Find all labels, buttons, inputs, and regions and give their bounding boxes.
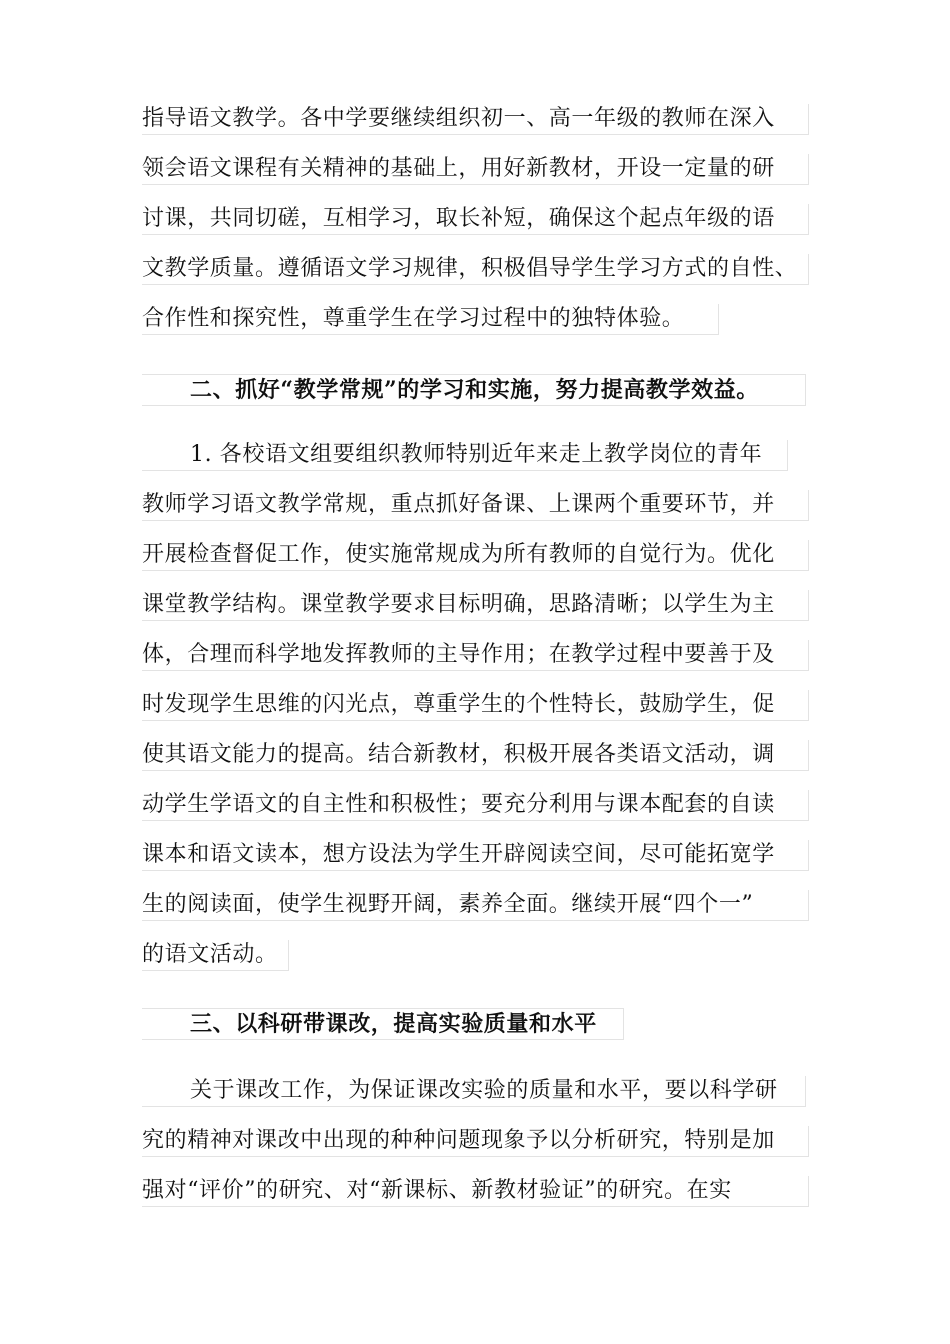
- paragraph-2-line: 使其语文能力的提高。结合新教材，积极开展各类语文活动，调: [142, 740, 809, 771]
- paragraph-2-line: 生的阅读面，使学生视野开阔，素养全面。继续开展“四个一”: [142, 890, 809, 921]
- paragraph-2-line: 1. 各校语文组要组织教师特别近年来走上教学岗位的青年: [142, 440, 788, 471]
- paragraph-1-line: 领会语文课程有关精神的基础上，用好新教材，开设一定量的研: [142, 154, 809, 185]
- section-heading-3: 三、以科研带课改，提高实验质量和水平: [142, 1008, 624, 1040]
- paragraph-3-line: 关于课改工作，为保证课改实验的质量和水平，要以科学研: [142, 1076, 806, 1107]
- paragraph-3-line: 究的精神对课改中出现的种种问题现象予以分析研究，特别是加: [142, 1126, 809, 1157]
- paragraph-3-line: 强对“评价”的研究、对“新课标、新教材验证”的研究。在实: [142, 1176, 809, 1207]
- paragraph-1-line: 讨课，共同切磋，互相学习，取长补短，确保这个起点年级的语: [142, 204, 809, 235]
- paragraph-2-line: 体，合理而科学地发挥教师的主导作用；在教学过程中要善于及: [142, 640, 809, 671]
- paragraph-1-line: 指导语文教学。各中学要继续组织初一、高一年级的教师在深入: [142, 104, 809, 135]
- paragraph-2-line: 课堂教学结构。课堂教学要求目标明确，思路清晰；以学生为主: [142, 590, 809, 621]
- paragraph-2-line: 开展检查督促工作，使实施常规成为所有教师的自觉行为。优化: [142, 540, 809, 571]
- paragraph-2-line: 时发现学生思维的闪光点，尊重学生的个性特长，鼓励学生，促: [142, 690, 809, 721]
- paragraph-1-line: 合作性和探究性，尊重学生在学习过程中的独特体验。: [142, 304, 719, 335]
- paragraph-2-line: 动学生学语文的自主性和积极性；要充分利用与课本配套的自读: [142, 790, 809, 821]
- paragraph-2-line: 课本和语文读本，想方设法为学生开辟阅读空间，尽可能拓宽学: [142, 840, 809, 871]
- paragraph-1-line: 文教学质量。遵循语文学习规律，积极倡导学生学习方式的自性、: [142, 254, 809, 285]
- paragraph-2-line: 教师学习语文教学常规，重点抓好备课、上课两个重要环节，并: [142, 490, 809, 521]
- section-heading-2: 二、抓好“教学常规”的学习和实施，努力提高教学效益。: [142, 374, 806, 406]
- paragraph-2-line: 的语文活动。: [142, 940, 289, 971]
